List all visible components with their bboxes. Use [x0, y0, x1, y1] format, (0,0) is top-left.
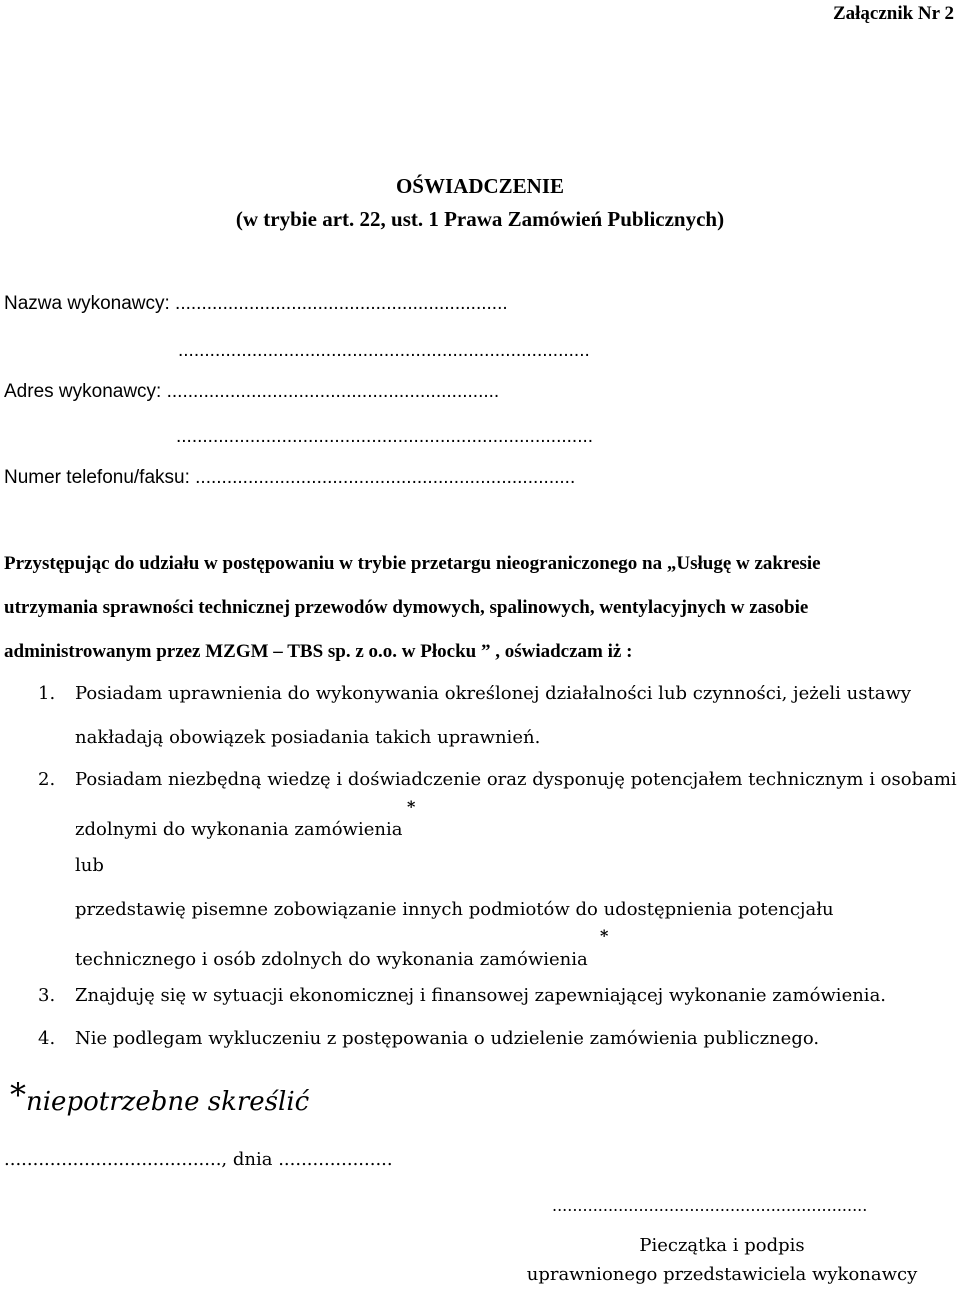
- item-2-line-1: Posiadam niezbędną wiedzę i doświadczenie oraz dysponuję potencjałem technicznym i osobami: [75, 769, 957, 790]
- signature-caption-2: uprawnionego przedstawiciela wykonawcy: [526, 1264, 918, 1285]
- attachment-label: Załącznik Nr 2: [832, 3, 954, 24]
- footnote: [10, 1076, 309, 1117]
- item-1-number: 1.: [38, 683, 56, 704]
- contractor-address-continuation: ...............................................................................: [176, 426, 594, 447]
- item-3-line-1: Znajduję się w sytuacji ekonomicznej i finansowej zapewniającej wykonanie zamówienia.: [75, 985, 887, 1006]
- contractor-name-field: Nazwa wykonawcy: ...............................................................: [4, 293, 508, 314]
- item-3-number: 3.: [38, 985, 56, 1006]
- contractor-address-field: Adres wykonawcy: ...............................................................: [4, 381, 500, 402]
- item-2-number: 2.: [38, 769, 56, 790]
- asterisk-mark: *: [407, 797, 416, 816]
- item-4-line-1: Nie podlegam wykluczeniu z postępowania o udzielenie zamówienia publicznego.: [75, 1028, 820, 1049]
- item-1-line-1: Posiadam uprawnienia do wykonywania określonej działalności lub czynności, jeżeli ustawy: [75, 683, 912, 704]
- item-4-number: 4.: [38, 1028, 56, 1049]
- contractor-name-continuation: ..............................................................................: [178, 340, 590, 361]
- place-date-line: ......................................, dnia ....................: [4, 1149, 393, 1170]
- document-subtitle: (w trybie art. 22, ust. 1 Prawa Zamówień Publicznych): [235, 207, 725, 231]
- signature-caption-1: Pieczątka i podpis: [639, 1235, 805, 1256]
- item-2-or: lub: [75, 855, 104, 876]
- intro-line-2: utrzymania sprawności technicznej przewodów dymowych, spalinowych, wentylacyjnych w zasobie: [4, 597, 809, 618]
- signature-line: ..............................................................: [552, 1196, 868, 1215]
- intro-line-3: administrowanym przez MZGM – TBS sp. z o.o. w Płocku ” , oświadczam iż :: [4, 641, 633, 662]
- intro-line-1: Przystępując do udziału w postępowaniu w trybie przetargu nieograniczonego na „Usługę w zakresie: [4, 553, 821, 574]
- footnote-text: niepotrzebne skreślić: [26, 1087, 310, 1117]
- footnote-mark: *: [10, 1076, 26, 1114]
- item-2-line-4: technicznego i osób zdolnych do wykonania zamówienia: [75, 949, 588, 970]
- item-1-line-2: nakładają obowiązek posiadania takich uprawnień.: [75, 727, 541, 748]
- document-title: OŚWIADCZENIE: [395, 174, 565, 198]
- item-2-line-3: przedstawię pisemne zobowiązanie innych podmiotów do udostępnienia potencjału: [75, 899, 834, 920]
- asterisk-mark: *: [600, 926, 609, 945]
- item-2-line-2: zdolnymi do wykonania zamówienia: [75, 819, 403, 840]
- phone-fax-field: Numer telefonu/faksu: ........................................................................: [4, 467, 576, 488]
